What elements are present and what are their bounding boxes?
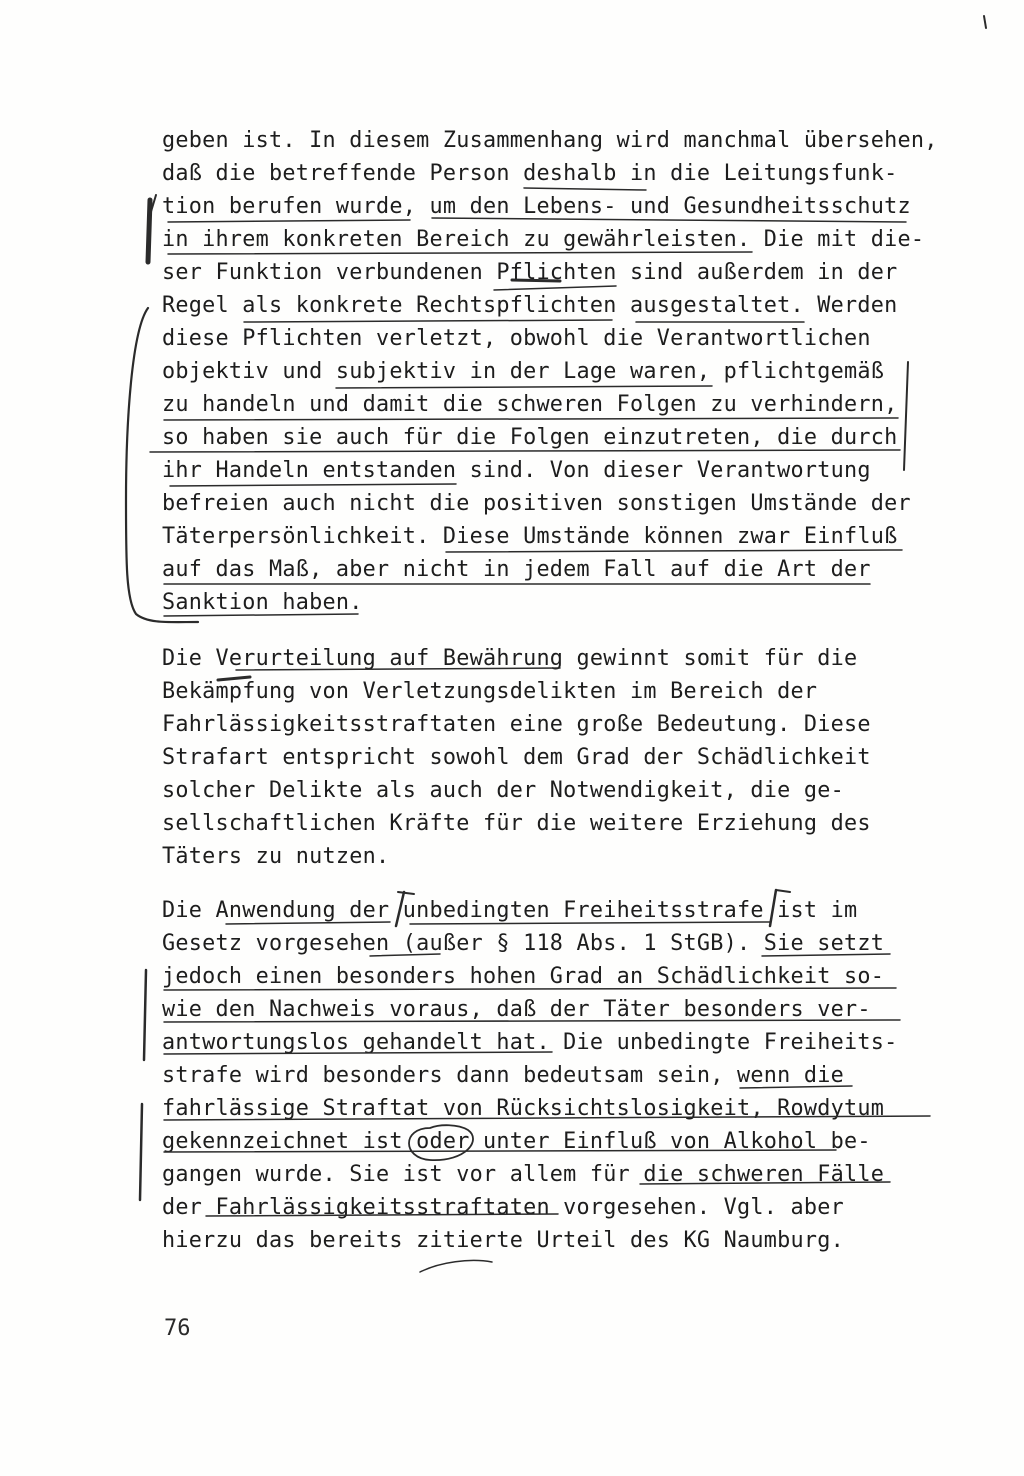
text-line: in ihrem konkreten Bereich zu gewährleisten. Die mit die- (162, 227, 925, 252)
stray-mark (984, 16, 986, 28)
text-line: Die Verurteilung auf Bewährung gewinnt somit für die (162, 646, 858, 671)
text-line: diese Pflichten verletzt, obwohl die Verantwortlichen (162, 326, 871, 351)
text-line: so haben sie auch für die Folgen einzutreten, die durch (162, 425, 898, 450)
text-line: fahrlässige Straftat von Rücksichtslosigkeit, Rowdytum (162, 1096, 885, 1121)
text-line: wie den Nachweis voraus, daß der Täter besonders ver- (162, 997, 871, 1022)
margin-bar-mark (140, 1104, 142, 1200)
text-line: Fahrlässigkeitsstraftaten eine große Bedeutung. Diese (162, 712, 871, 737)
text-line: befreien auch nicht die positiven sonstigen Umstände der (162, 491, 911, 516)
margin-bar-mark (150, 195, 156, 215)
text-line: Regel als konkrete Rechtspflichten ausgestaltet. Werden (162, 293, 898, 318)
text-line: gangen wurde. Sie ist vor allem für die schweren Fälle (162, 1162, 885, 1187)
text-line: zu handeln und damit die schweren Folgen zu verhindern, (162, 392, 898, 417)
text-line: daß die betreffende Person deshalb in die Leitungsfunk- (162, 161, 898, 186)
text-line: gekennzeichnet ist oder unter Einfluß von Alkohol be- (162, 1129, 871, 1154)
text-line: Strafart entspricht sowohl dem Grad der Schädlichkeit (162, 745, 871, 770)
text-line: jedoch einen besonders hohen Grad an Schädlichkeit so- (162, 964, 885, 989)
margin-bracket-mark (904, 362, 908, 470)
margin-bar-mark (148, 200, 150, 262)
text-line: hierzu das bereits zitierte Urteil des KG Naumburg. (162, 1228, 845, 1253)
text-line: antwortungslos gehandelt hat. Die unbedingte Freiheits- (162, 1030, 898, 1055)
text-line: der Fahrlässigkeitsstraftaten vorgesehen. Vgl. aber (162, 1195, 845, 1220)
text-line: sellschaftlichen Kräfte für die weitere Erziehung des (162, 811, 871, 836)
stray-mark (420, 1260, 492, 1272)
text-line: objektiv und subjektiv in der Lage waren, pflichtgemäß (162, 359, 885, 384)
text-line: Sanktion haben. (162, 590, 363, 615)
text-line: solcher Delikte als auch der Notwendigkeit, die ge- (162, 778, 845, 803)
text-line: geben ist. In diesem Zusammenhang wird manchmal übersehen, (162, 128, 938, 153)
text-line: tion berufen wurde, um den Lebens- und Gesundheitsschutz (162, 194, 911, 219)
text-line: strafe wird besonders dann bedeutsam sein, wenn die (162, 1063, 845, 1088)
text-line: Gesetz vorgesehen (außer § 118 Abs. 1 StGB). Sie setzt (162, 931, 885, 956)
text-line: Täters zu nutzen. (162, 844, 390, 869)
text-line: auf das Maß, aber nicht in jedem Fall auf die Art der (162, 557, 871, 582)
text-line: ihr Handeln entstanden sind. Von dieser Verantwortung (162, 458, 871, 483)
bracket-mark (776, 890, 790, 892)
margin-bar-mark (144, 970, 146, 1060)
page-number: 76 (164, 1316, 191, 1341)
text-line: Täterpersönlichkeit. Diese Umstände können zwar Einfluß (162, 524, 898, 549)
text-line: ser Funktion verbundenen Pflichten sind außerdem in der (162, 260, 898, 285)
text-line: Bekämpfung von Verletzungsdelikten im Bereich der (162, 679, 818, 704)
text-line: Die Anwendung der unbedingten Freiheitsstrafe ist im (162, 898, 858, 923)
